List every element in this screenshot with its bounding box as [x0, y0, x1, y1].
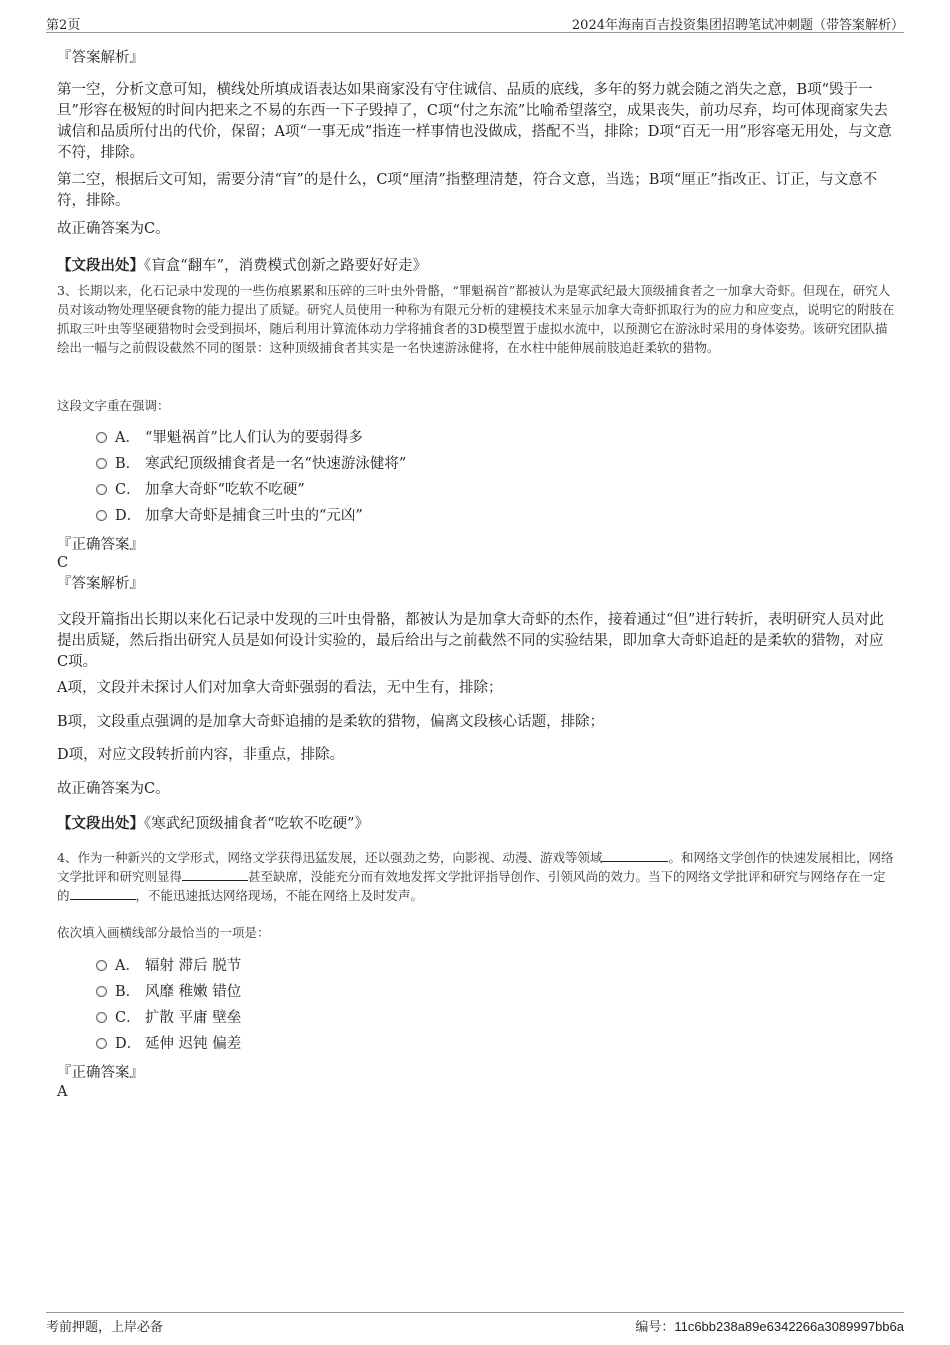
- radio-icon[interactable]: [96, 986, 107, 997]
- q3-conclusion: 故正确答案为C。: [57, 781, 170, 797]
- radio-icon[interactable]: [96, 1012, 107, 1023]
- page-number: 第2页: [46, 18, 81, 33]
- answer-blank: [182, 868, 248, 881]
- q4-stem: 4、作为一种新兴的文学形式，网络文学获得迅猛发展，还以强劲之势，向影视、动漫、游戏等领域 。和网络文学创作的快速发展相比，网络文学批评和研究则显得 甚至缺席，没能充分而有效地发挥文学批评指导创作、引领风尚的效力。当下的网络文学批评和研究与网络存在一定的 ，不能迅速抵达网络现场，不能在网络上及时发声。: [57, 850, 894, 903]
- q2-analysis-para1: 第一空，分析文意可知，横线处所填成语表达如果商家没有守住诚信、品质的底线，多年的努力就会随之消失之意，B项“毁于一旦”形容在极短的时间内把来之不易的东西一下子毁掉了，C项“付之东流”比喻希望落空，成果丧失，前功尽弃，均可体现商家失去诚信和品质所付出的代价，保留；A项“一事无成”指连一样事情也没做成，搭配不当，排除；D项“百无一用”形容毫无用处，与文意不符，排除。: [57, 82, 892, 161]
- radio-icon[interactable]: [96, 432, 107, 443]
- page-header: [46, 14, 904, 33]
- q4-option-b[interactable]: B． 风靡 稚嫩 错位: [96, 981, 241, 1003]
- q4-option-a[interactable]: A． 辐射 滞后 脱节: [96, 955, 241, 977]
- document-code: 编号：11c6bb238a89e6342266a3089997bb6a: [635, 1319, 904, 1335]
- q3-option-b[interactable]: B． 寒武纪顶级捕食者是一名“快速游泳健将”: [96, 453, 406, 475]
- q2-source: [57, 255, 893, 277]
- q2-source-label: 【文段出处】: [57, 257, 144, 274]
- radio-icon[interactable]: [96, 1038, 107, 1049]
- radio-icon[interactable]: [96, 484, 107, 495]
- q4-correct-answer: A: [57, 1084, 68, 1100]
- q2-analysis-heading: 『答案解析』: [57, 50, 144, 66]
- q3-stem: 3、长期以来，化石记录中发现的一些伤痕累累和压碎的三叶虫外骨骼，“罪魁祸首”都被认为是寒武纪最大顶级捕食者之一加拿大奇虾。但现在，研究人员对该动物处理坚硬食物的能力提出了质疑。研究人员使用一种称为有限元分析的建模技术来显示加拿大奇虾抓取行为的应力和应变点，说明它的附肢在抓取三叶虫等坚硬猎物时会受到损坏，随后利用计算流体动力学将捕食者的3D模型置于虚拟水流中，以预测它在游泳时采用的身体姿势。该研究团队描绘出一幅与之前假设截然不同的图景：这种顶级捕食者其实是一名快速游泳健将，在水柱中能伸展前肢追赶柔软的猎物。: [57, 283, 895, 355]
- q3-option-a[interactable]: A． “罪魁祸首”比人们认为的要弱得多: [96, 427, 363, 449]
- q2-conclusion: 故正确答案为C。: [57, 221, 170, 237]
- answer-blank: [602, 849, 668, 862]
- q3-source-label: 【文段出处】: [57, 815, 144, 832]
- q4-option-c[interactable]: C． 扩散 平庸 壁垒: [96, 1007, 241, 1029]
- answer-blank: [70, 887, 136, 900]
- q2-source-text: 《盲盒“翻车”，消费模式创新之路要好好走》: [144, 258, 428, 274]
- q3-source: [57, 813, 893, 835]
- q3-analysis-para: A项，文段并未探讨人们对加拿大奇虾强弱的看法，无中生有，排除；: [57, 680, 503, 696]
- q3-source-text: 《寒武纪顶级捕食者“吃软不吃硬”》: [144, 816, 370, 832]
- q3-analysis-heading: 『答案解析』: [57, 576, 144, 592]
- q3-correct-answer: C: [57, 555, 69, 571]
- radio-icon[interactable]: [96, 960, 107, 971]
- page-footer: [46, 1312, 904, 1333]
- q3-analysis-para: 文段开篇指出长期以来化石记录中发现的三叶虫骨骼，都被认为是加拿大奇虾的杰作，接着通过“但”进行转折，表明研究人员对此提出质疑，然后指出研究人员是如何设计实验的，最后给出与之前截然不同的实验结果，即加拿大奇虾追赶的是柔软的猎物，对应C项。: [57, 612, 884, 670]
- radio-icon[interactable]: [96, 510, 107, 521]
- radio-icon[interactable]: [96, 458, 107, 469]
- q3-analysis-para: B项，文段重点强调的是加拿大奇虾追捕的是柔软的猎物，偏离文段核心话题，排除；: [57, 714, 605, 730]
- q4-option-d[interactable]: D． 延伸 迟钝 偏差: [96, 1033, 241, 1055]
- document-title: 2024年海南百吉投资集团招聘笔试冲刺题（带答案解析）: [571, 18, 904, 33]
- q3-option-d[interactable]: D． 加拿大奇虾是捕食三叶虫的“元凶”: [96, 505, 363, 527]
- q4-correct-heading: 『正确答案』: [57, 1065, 144, 1081]
- q4-prompt: 依次填入画横线部分最恰当的一项是：: [57, 925, 270, 940]
- q3-analysis-para: D项，对应文段转折前内容，非重点，排除。: [57, 747, 345, 763]
- q3-option-c[interactable]: C． 加拿大奇虾“吃软不吃硬”: [96, 479, 305, 501]
- footer-slogan: 考前押题，上岸必备: [46, 1320, 164, 1335]
- q3-correct-heading: 『正确答案』: [57, 537, 144, 553]
- q3-prompt: 这段文字重在强调：: [57, 398, 170, 413]
- q2-analysis-para2: 第二空，根据后文可知，需要分清“盲”的是什么，C项“厘清”指整理清楚，符合文意，当选；B项“厘正”指改正、订正，与文意不符，排除。: [57, 172, 878, 209]
